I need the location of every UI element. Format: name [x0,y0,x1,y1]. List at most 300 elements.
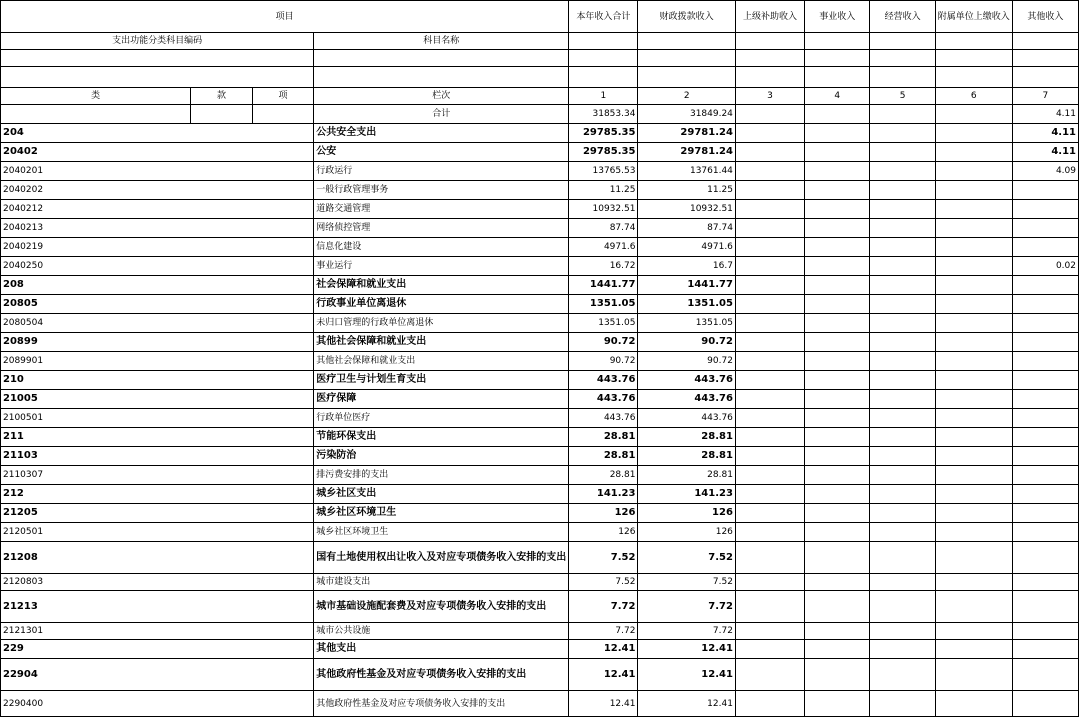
subject-code: 211 [1,428,314,447]
empty-cell [870,162,935,181]
table-row [1,542,1079,574]
empty-cell [735,574,804,591]
empty-cell [805,447,870,466]
empty-cell [735,447,804,466]
other-income-value [1012,640,1078,659]
empty-cell [935,371,1012,390]
fiscal-value: 443.76 [638,390,735,409]
other-income-value [1012,181,1078,200]
total-income-value: 16.72 [569,257,638,276]
empty-cell [870,352,935,371]
fiscal-value: 7.72 [638,591,735,623]
table-row [1,295,1079,314]
empty-cell [870,591,935,623]
table-row [1,162,1079,181]
subject-name: 城乡社区环境卫生 [314,504,569,523]
col-number-2: 2 [638,88,735,105]
table-row [1,485,1079,504]
fiscal-value: 1351.05 [638,295,735,314]
total-income-value: 28.81 [569,447,638,466]
col-number-1: 1 [569,88,638,105]
fiscal-value: 141.23 [638,485,735,504]
subject-name: 城市公共设施 [314,623,569,640]
empty-cell [805,574,870,591]
empty-cell [870,640,935,659]
subject-code: 212 [1,485,314,504]
empty-cell [805,409,870,428]
empty-cell [805,333,870,352]
empty-cell [935,181,1012,200]
subject-name: 排污费安排的支出 [314,466,569,485]
subject-code: 21205 [1,504,314,523]
subject-code: 229 [1,640,314,659]
empty-cell [870,314,935,333]
empty-cell [735,143,804,162]
total-income-value: 7.72 [569,591,638,623]
empty-cell [805,428,870,447]
col-number-7: 7 [1012,88,1078,105]
total-income-value: 443.76 [569,371,638,390]
subject-code: 2120501 [1,523,314,542]
total-income-value: 90.72 [569,352,638,371]
header-row-main [1,1,1079,33]
total-income-value: 7.52 [569,542,638,574]
fiscal-value: 12.41 [638,691,735,717]
subject-name: 节能环保支出 [314,428,569,447]
empty-cell [735,390,804,409]
subject-name: 城市基础设施配套费及对应专项债务收入安排的支出 [314,591,569,623]
table-row [1,640,1079,659]
table-row [1,591,1079,623]
other-income-value [1012,591,1078,623]
total-income-value: 7.72 [569,623,638,640]
empty-cell [805,504,870,523]
empty-cell [935,238,1012,257]
subject-name: 其他政府性基金及对应专项债务收入安排的支出 [314,691,569,717]
subject-name: 城乡社区支出 [314,485,569,504]
other-income-value [1012,295,1078,314]
header-other: 其他收入 [1012,1,1078,33]
empty-cell [870,181,935,200]
subject-name: 医疗卫生与计划生育支出 [314,371,569,390]
subject-code: 21213 [1,591,314,623]
empty-cell [735,162,804,181]
other-income-value: 4.11 [1012,143,1078,162]
empty-cell [805,352,870,371]
subject-code: 2100501 [1,409,314,428]
empty-cell [805,124,870,143]
total-label: 合计 [314,105,569,124]
empty-cell [870,504,935,523]
subject-name: 国有土地使用权出让收入及对应专项债务收入安排的支出 [314,542,569,574]
empty-cell [805,162,870,181]
fiscal-value: 16.7 [638,257,735,276]
subject-code: 20805 [1,295,314,314]
subject-code: 21208 [1,542,314,574]
subject-name: 信息化建设 [314,238,569,257]
table-row [1,466,1079,485]
header-superior: 上级补助收入 [735,1,804,33]
empty-cell [935,314,1012,333]
subject-name: 未归口管理的行政单位离退休 [314,314,569,333]
total-income-value: 443.76 [569,409,638,428]
empty-cell [935,640,1012,659]
subject-name: 行政事业单位离退休 [314,295,569,314]
empty-cell [805,691,870,717]
empty-cell [870,542,935,574]
empty-cell [805,314,870,333]
subject-name: 其他社会保障和就业支出 [314,352,569,371]
fiscal-value: 11.25 [638,181,735,200]
table-row [1,314,1079,333]
total-income-value: 10932.51 [569,200,638,219]
empty-cell [935,295,1012,314]
subject-name: 其他政府性基金及对应专项债务收入安排的支出 [314,659,569,691]
empty-cell [870,574,935,591]
subject-code: 2121301 [1,623,314,640]
table-row [1,371,1079,390]
table-row [1,219,1079,238]
table-row [1,504,1079,523]
other-income-value [1012,542,1078,574]
header-business: 事业收入 [805,1,870,33]
blank-row [1,67,1079,88]
subject-code: 2040219 [1,238,314,257]
other-income-value [1012,623,1078,640]
col-number-4: 4 [805,88,870,105]
header-row-sub [1,33,1079,50]
fiscal-value: 28.81 [638,447,735,466]
fiscal-value: 443.76 [638,409,735,428]
empty-cell [805,659,870,691]
subject-name: 城市建设支出 [314,574,569,591]
subject-code: 204 [1,124,314,143]
fiscal-value: 443.76 [638,371,735,390]
subject-name: 城乡社区环境卫生 [314,523,569,542]
empty-cell [935,257,1012,276]
subject-name: 医疗保障 [314,390,569,409]
other-income-value [1012,466,1078,485]
empty-cell [870,390,935,409]
other-income-value [1012,390,1078,409]
blank-row [1,50,1079,67]
other-income-value [1012,352,1078,371]
fiscal-value: 4971.6 [638,238,735,257]
subject-code: 22904 [1,659,314,691]
total-income-value: 12.41 [569,659,638,691]
col-number-6: 6 [935,88,1012,105]
empty-cell [870,143,935,162]
fiscal-value: 13761.44 [638,162,735,181]
other-income-value [1012,691,1078,717]
subject-code: 2040213 [1,219,314,238]
subject-name: 其他支出 [314,640,569,659]
col-number-3: 3 [735,88,804,105]
fiscal-value: 12.41 [638,640,735,659]
empty-cell [870,485,935,504]
subject-name: 公共安全支出 [314,124,569,143]
subject-code: 2290400 [1,691,314,717]
total-income-value: 4971.6 [569,238,638,257]
fiscal-value: 7.52 [638,574,735,591]
empty-cell [870,276,935,295]
empty-cell [735,691,804,717]
total-income-value: 1351.05 [569,314,638,333]
empty-cell [870,238,935,257]
fiscal-value: 28.81 [638,428,735,447]
table-row [1,352,1079,371]
table-row [1,181,1079,200]
other-income-value [1012,200,1078,219]
column-number-row [1,88,1079,105]
total-fiscal-value: 31849.24 [638,105,735,124]
fiscal-value: 29781.24 [638,143,735,162]
subject-code: 208 [1,276,314,295]
empty-cell [805,466,870,485]
empty-cell [805,591,870,623]
empty-cell [935,523,1012,542]
table-row [1,238,1079,257]
empty-cell [935,390,1012,409]
empty-cell [805,143,870,162]
total-income-value: 126 [569,504,638,523]
empty-cell [935,409,1012,428]
empty-cell [935,659,1012,691]
fiscal-value: 1441.77 [638,276,735,295]
subject-name: 道路交通管理 [314,200,569,219]
empty-cell [735,466,804,485]
header-fiscal: 财政拨款收入 [638,1,735,33]
subject-name: 事业运行 [314,257,569,276]
empty-cell [735,219,804,238]
other-income-value [1012,238,1078,257]
empty-cell [935,466,1012,485]
total-income-value: 31853.34 [569,105,638,124]
empty-cell [735,371,804,390]
fiscal-value: 1351.05 [638,314,735,333]
other-income-value [1012,314,1078,333]
empty-cell [805,542,870,574]
other-income-value [1012,485,1078,504]
header-xiang: 项 [252,88,314,105]
total-income-value: 28.81 [569,466,638,485]
empty-cell [805,485,870,504]
subject-code: 2040201 [1,162,314,181]
total-income-value: 29785.35 [569,143,638,162]
table-row [1,333,1079,352]
empty-cell [870,371,935,390]
subject-name: 行政单位医疗 [314,409,569,428]
empty-cell [870,659,935,691]
empty-cell [935,591,1012,623]
empty-cell [735,200,804,219]
empty-cell [735,659,804,691]
subject-code: 21005 [1,390,314,409]
empty-cell [805,257,870,276]
empty-cell [805,295,870,314]
fiscal-value: 28.81 [638,466,735,485]
fiscal-value: 12.41 [638,659,735,691]
table-row [1,691,1079,717]
total-other-value: 4.11 [1012,105,1078,124]
subject-code: 2040202 [1,181,314,200]
subject-code: 20402 [1,143,314,162]
subject-code: 2110307 [1,466,314,485]
total-income-value: 126 [569,523,638,542]
empty-cell [805,523,870,542]
total-income-value: 13765.53 [569,162,638,181]
empty-cell [735,295,804,314]
table-row [1,623,1079,640]
subject-code: 2120803 [1,574,314,591]
table-row [1,257,1079,276]
empty-cell [735,591,804,623]
empty-cell [935,504,1012,523]
empty-cell [805,371,870,390]
empty-cell [735,276,804,295]
header-affiliated: 附属单位上缴收入 [935,1,1012,33]
empty-cell [870,409,935,428]
subject-code: 210 [1,371,314,390]
fiscal-value: 10932.51 [638,200,735,219]
total-income-value: 141.23 [569,485,638,504]
empty-cell [735,428,804,447]
other-income-value [1012,276,1078,295]
subject-name: 网络侦控管理 [314,219,569,238]
other-income-value [1012,333,1078,352]
empty-cell [935,333,1012,352]
table-row [1,447,1079,466]
subject-name: 公安 [314,143,569,162]
empty-cell [805,238,870,257]
empty-cell [935,542,1012,574]
subject-code: 20899 [1,333,314,352]
other-income-value [1012,574,1078,591]
total-income-value: 11.25 [569,181,638,200]
empty-cell [735,504,804,523]
empty-cell [935,485,1012,504]
total-income-value: 87.74 [569,219,638,238]
table-row [1,200,1079,219]
empty-cell [935,623,1012,640]
empty-cell [870,428,935,447]
fiscal-value: 29781.24 [638,124,735,143]
subject-code: 2080504 [1,314,314,333]
total-income-value: 1441.77 [569,276,638,295]
empty-cell [805,181,870,200]
subject-code: 2040212 [1,200,314,219]
empty-cell [870,295,935,314]
empty-cell [735,409,804,428]
total-income-value: 12.41 [569,640,638,659]
empty-cell [870,200,935,219]
other-income-value: 4.11 [1012,124,1078,143]
total-income-value: 90.72 [569,333,638,352]
empty-cell [735,333,804,352]
empty-cell [935,162,1012,181]
total-income-value: 29785.35 [569,124,638,143]
fiscal-value: 90.72 [638,352,735,371]
total-income-value: 443.76 [569,390,638,409]
fiscal-value: 90.72 [638,333,735,352]
empty-cell [870,691,935,717]
empty-cell [935,428,1012,447]
other-income-value [1012,428,1078,447]
empty-cell [935,124,1012,143]
other-income-value [1012,659,1078,691]
subject-name: 其他社会保障和就业支出 [314,333,569,352]
subject-code: 21103 [1,447,314,466]
empty-cell [735,124,804,143]
empty-cell [870,124,935,143]
table-row [1,124,1079,143]
empty-cell [735,623,804,640]
empty-cell [805,200,870,219]
empty-cell [735,352,804,371]
subject-name: 社会保障和就业支出 [314,276,569,295]
other-income-value [1012,219,1078,238]
empty-cell [805,219,870,238]
empty-cell [935,691,1012,717]
fiscal-value: 87.74 [638,219,735,238]
fiscal-value: 7.72 [638,623,735,640]
subject-name: 一般行政管理事务 [314,181,569,200]
table-row [1,409,1079,428]
empty-cell [735,257,804,276]
other-income-value: 0.02 [1012,257,1078,276]
empty-cell [870,623,935,640]
total-income-value: 1351.05 [569,295,638,314]
empty-cell [935,200,1012,219]
empty-cell [735,542,804,574]
empty-cell [935,574,1012,591]
empty-cell [735,314,804,333]
empty-cell [935,352,1012,371]
empty-cell [870,447,935,466]
header-kuan: 款 [191,88,253,105]
table-row [1,390,1079,409]
empty-cell [805,640,870,659]
table-row [1,659,1079,691]
table-row [1,574,1079,591]
empty-cell [805,276,870,295]
other-income-value: 4.09 [1012,162,1078,181]
total-income-value: 28.81 [569,428,638,447]
header-lei: 类 [1,88,191,105]
table-row [1,276,1079,295]
header-column-no: 栏次 [314,88,569,105]
empty-cell [735,181,804,200]
empty-cell [805,623,870,640]
empty-cell [935,276,1012,295]
subject-name: 污染防治 [314,447,569,466]
empty-cell [735,485,804,504]
subject-code: 2089901 [1,352,314,371]
empty-cell [935,219,1012,238]
empty-cell [870,257,935,276]
empty-cell [935,143,1012,162]
header-code-group: 支出功能分类科目编码 [1,33,314,50]
empty-cell [870,219,935,238]
other-income-value [1012,504,1078,523]
other-income-value [1012,447,1078,466]
empty-cell [870,523,935,542]
other-income-value [1012,371,1078,390]
other-income-value [1012,409,1078,428]
empty-cell [735,523,804,542]
fiscal-value: 126 [638,504,735,523]
header-total-income: 本年收入合计 [569,1,638,33]
